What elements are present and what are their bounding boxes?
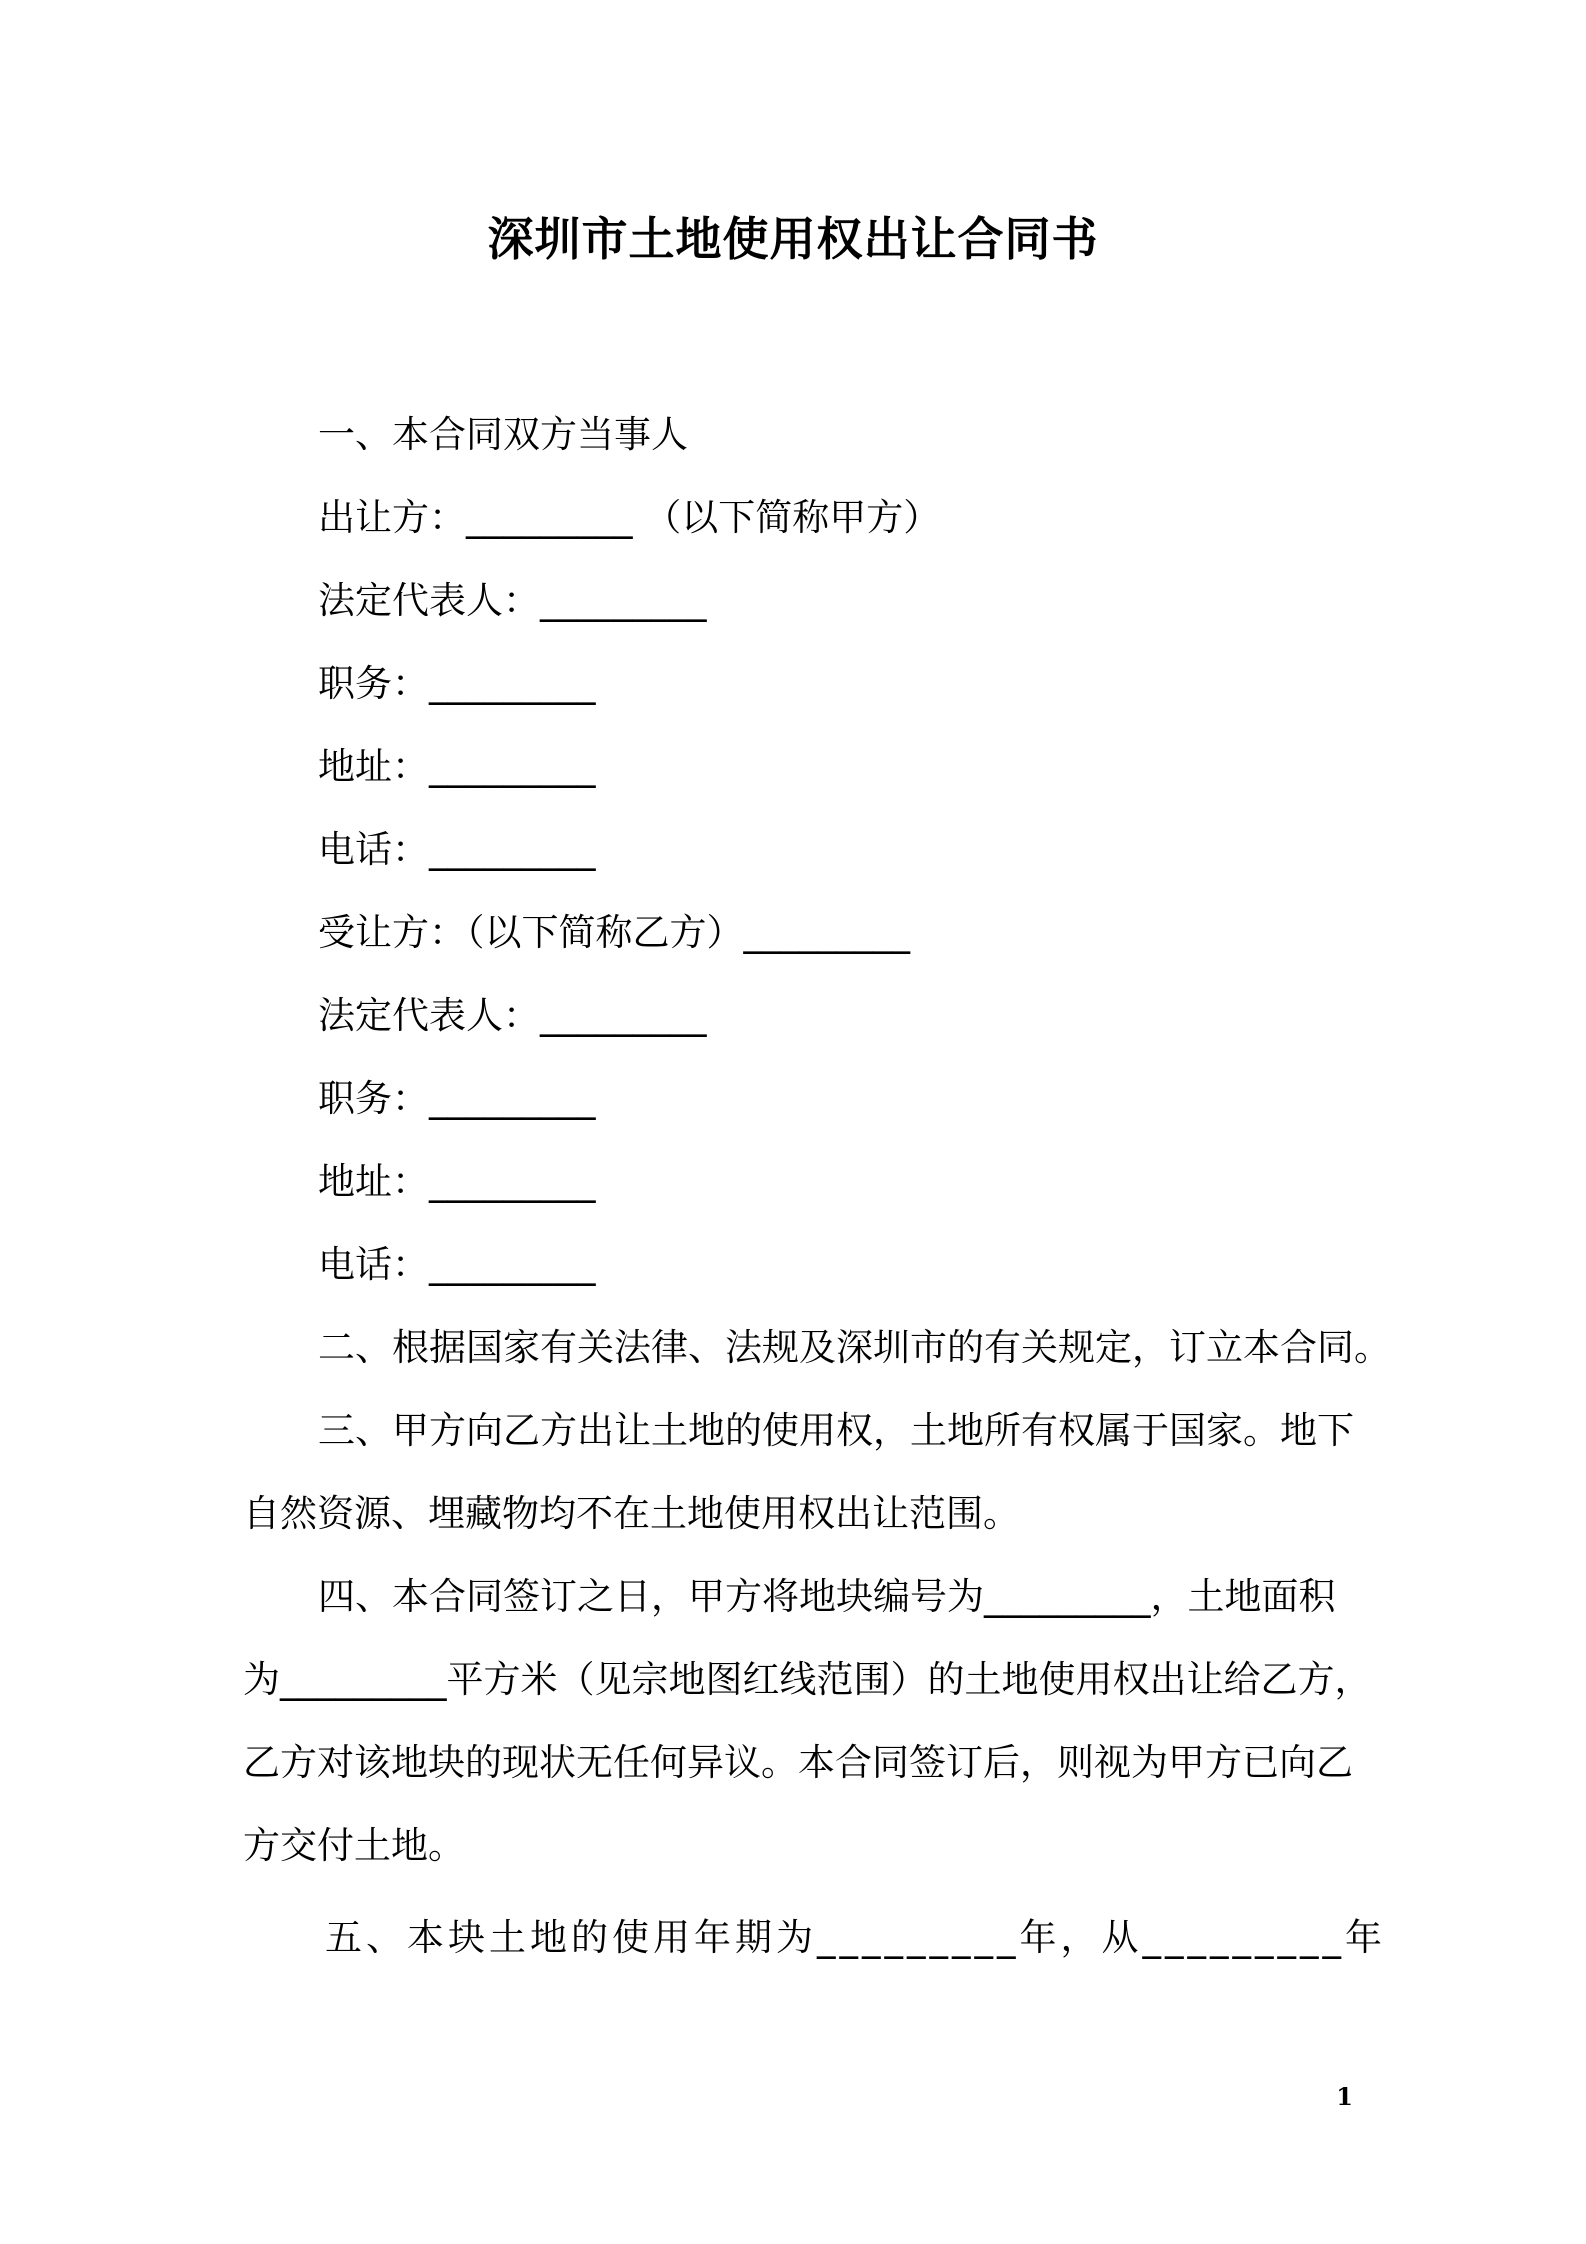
- grantor-legal-rep-line: 法定代表人：_________: [318, 579, 707, 622]
- document-title: 深圳市土地使用权出让合同书: [487, 212, 1099, 266]
- grantor-position-line: 职务：_________: [318, 662, 596, 705]
- grantee-address-line: 地址：_________: [318, 1160, 596, 1203]
- section-1-heading: 一、本合同双方当事人: [318, 413, 688, 456]
- section-4-text-line-2: 为_________平方米（见宗地图红线范围）的土地使用权出让给乙方，: [243, 1658, 1372, 1701]
- section-4-text-line-4: 方交付土地。: [243, 1824, 465, 1867]
- section-4-text-line-1: 四、本合同签订之日，甲方将地块编号为_________，土地面积: [318, 1575, 1336, 1618]
- grantee-position-line: 职务：_________: [318, 1077, 596, 1120]
- section-3-text-line-1: 三、甲方向乙方出让土地的使用权，土地所有权属于国家。地下: [318, 1409, 1354, 1452]
- page-number: 1: [1336, 2082, 1353, 2111]
- grantor-line: 出让方：_________ （以下简称甲方）: [318, 496, 941, 539]
- grantee-line: 受让方：（以下简称乙方）_________: [318, 911, 910, 954]
- section-4-text-line-3: 乙方对该地块的现状无任何异议。本合同签订后，则视为甲方已向乙: [243, 1741, 1353, 1784]
- grantee-legal-rep-line: 法定代表人：_________: [318, 994, 707, 1037]
- grantor-address-line: 地址：_________: [318, 745, 596, 788]
- grantor-phone-line: 电话：_________: [318, 828, 596, 871]
- section-2-text: 二、根据国家有关法律、法规及深圳市的有关规定，订立本合同。: [318, 1326, 1391, 1369]
- section-3-text-line-2: 自然资源、埋藏物均不在土地使用权出让范围。: [243, 1492, 1020, 1535]
- section-5-text-line-1: 五、本块土地的使用年期为_________年，从_________年: [325, 1916, 1386, 1959]
- grantee-phone-line: 电话：_________: [318, 1243, 596, 1286]
